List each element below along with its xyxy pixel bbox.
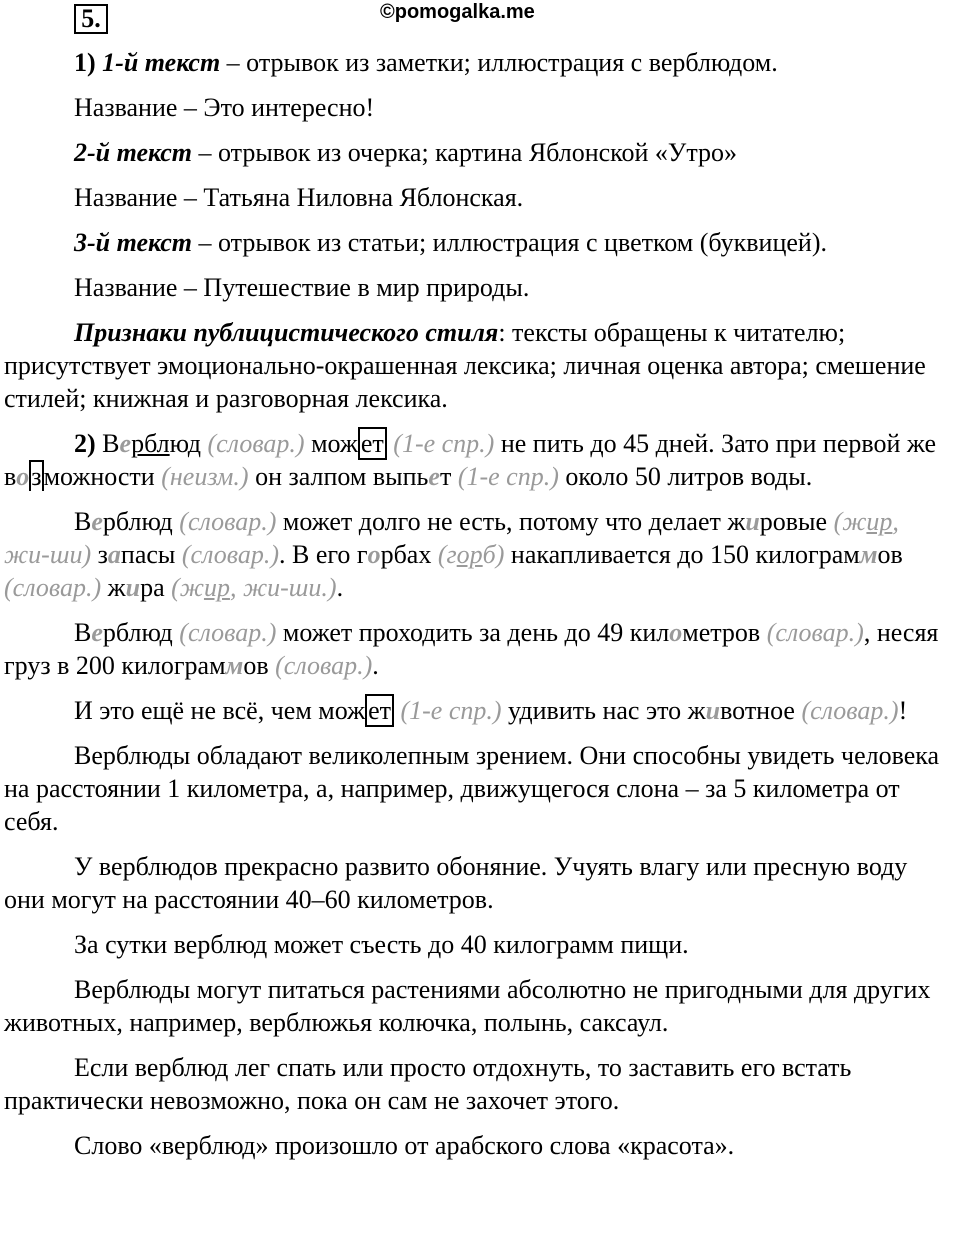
note-part: (ж [833, 507, 867, 536]
text3-description [4, 226, 950, 259]
text-segment: , несяя груз в 200 килограм [4, 618, 939, 680]
word-part: ж [107, 573, 126, 602]
note-part: (ж [171, 573, 204, 602]
note-root: ир [203, 573, 230, 602]
word-part: рблюд [102, 507, 173, 536]
word-part: вотное [720, 696, 795, 725]
style-signs-label: Признаки публицистического стиля [74, 318, 499, 347]
orthogram-letter: и [705, 696, 721, 725]
style-signs-paragraph [4, 316, 950, 415]
grammar-note: (словар.) [275, 651, 373, 680]
text-segment: накапливается до 150 килограм [510, 540, 860, 569]
grammar-note: (1-е спр.) [393, 429, 495, 458]
text-segment: может долго не есть, потому что делает ж [282, 507, 746, 536]
text-segment: ! [898, 696, 908, 725]
camel-paragraph-9: Если верблюд лег спать или просто отдохнуть, то заставить его встать практически невозможно, пока он сам не захочет этого. [4, 1053, 852, 1115]
text3-desc: – отрывок из статьи; иллюстрация с цветком (буквицей). [192, 228, 827, 257]
word-part: ов [877, 540, 903, 569]
grammar-note: (словар.) [207, 429, 305, 458]
word-part: рблюд [102, 618, 173, 647]
text-segment: он залпом выпь [255, 462, 429, 491]
ending-box: ет [365, 694, 394, 727]
orthogram-letter: о [367, 540, 381, 569]
orthogram-letter: о [16, 462, 30, 491]
orthogram-letter: е [91, 507, 103, 536]
text2-name: 2-й текст [74, 138, 192, 167]
word-part: ра [140, 573, 165, 602]
text-segment: около 50 литров воды. [565, 462, 813, 491]
text-segment: может проходить за день до 49 кил [282, 618, 670, 647]
word-part: т [439, 462, 452, 491]
orthogram-letter: м [859, 540, 878, 569]
word-part: мож [311, 429, 358, 458]
orthogram-letter: а [107, 540, 121, 569]
word-root: рбл [131, 429, 170, 458]
note-root: ор [456, 540, 483, 569]
prefix-mark: з [31, 462, 42, 491]
orthogram-letter: о [669, 618, 683, 647]
word-part: В [74, 507, 92, 536]
camel-paragraph-8: Верблюды могут питаться растениями абсолютно не пригодными для других животных, например, верблюжья колючка, полынь, саксаул. [4, 975, 931, 1037]
word-part: ов [243, 651, 269, 680]
watermark: ©pomogalka.me [380, 1, 535, 23]
text2-desc: – отрывок из очерка; картина Яблонской «Утро» [192, 138, 737, 167]
grammar-note [438, 540, 505, 569]
word-part: рбах [380, 540, 432, 569]
camel-paragraph-10: Слово «верблюд» произошло от арабского слова «красота». [74, 1131, 735, 1160]
note-part: (г [437, 540, 457, 569]
grammar-note: (1-е спр.) [457, 462, 559, 491]
camel-paragraph-7: За сутки верблюд может съесть до 40 килограмм пищи. [74, 930, 689, 959]
text-segment: . В его г [279, 540, 368, 569]
word-part: метров [682, 618, 761, 647]
text-segment: не пить до 45 дней. Зато при первой же в [4, 429, 937, 491]
camel-paragraph-6: У верблюдов прекрасно развито обоняние. Учуять влагу или пресную воду они могут на расстоянии 40–60 километров. [4, 852, 908, 914]
text-segment: . [372, 651, 379, 680]
document-body [4, 46, 950, 1162]
text3-name: 3-й текст [74, 228, 192, 257]
text3-title: Название – Путешествие в мир природы. [74, 273, 530, 302]
text1-title: Название – Это интересно! [74, 93, 375, 122]
word-part: можности [43, 462, 155, 491]
word-part: пасы [120, 540, 176, 569]
text-segment: И это ещё не всё, чем мож [74, 696, 366, 725]
note-part: , жи-ши.) [229, 573, 337, 602]
part2-label: 2) [74, 429, 96, 458]
text1-desc: – отрывок из заметки; иллюстрация с верблюдом. [220, 48, 778, 77]
orthogram-letter: и [745, 507, 760, 536]
text-segment: удивить нас это ж [508, 696, 706, 725]
word-part: юд [169, 429, 201, 458]
orthogram-letter: е [91, 618, 103, 647]
ending-box: ет [358, 427, 387, 460]
text1-name: 1-й текст [102, 48, 221, 77]
grammar-note: (словар.) [4, 573, 102, 602]
orthogram-letter: е [119, 429, 132, 458]
text-segment: . [336, 573, 344, 602]
orthogram-letter: е [428, 462, 440, 491]
part1-label: 1) [74, 48, 96, 77]
orthogram-letter: и [125, 573, 141, 602]
orthogram-letter: м [225, 651, 244, 680]
grammar-note: (словар.) [766, 618, 864, 647]
word-part: В [74, 618, 92, 647]
word-part: ровые [759, 507, 828, 536]
grammar-note: (словар.) [179, 618, 277, 647]
word-part: з [97, 540, 108, 569]
word-part: В [102, 429, 120, 458]
text1-description [4, 46, 950, 79]
camel-paragraph-3 [4, 616, 950, 682]
note-part: , жи-ши) [4, 507, 899, 569]
grammar-note [171, 573, 336, 602]
text2-title: Название – Татьяна Ниловна Яблонская. [74, 183, 524, 212]
camel-paragraph-1 [4, 427, 950, 493]
grammar-note: (словар.) [181, 540, 280, 569]
camel-paragraph-2 [4, 505, 950, 604]
grammar-note: (словар.) [179, 507, 277, 536]
grammar-note: (неизм.) [161, 462, 249, 491]
style-signs-text: : тексты обращены к читателю; присутствует эмоционально-окрашенная лексика; личная оценка автора; смешение стилей; книжная и разговорная лексика. [4, 318, 926, 413]
task-number: 5. [74, 4, 108, 34]
grammar-note: (1-е спр.) [400, 696, 502, 725]
note-part: б) [482, 540, 505, 569]
grammar-note: (словар.) [801, 696, 899, 725]
camel-paragraph-4 [4, 694, 950, 727]
note-root: ир [866, 507, 893, 536]
text2-description [4, 136, 950, 169]
camel-paragraph-5: Верблюды обладают великолепным зрением. Они способны увидеть человека на расстоянии 1 километра, а, например, движущегося слона – за 5 километра от себя. [4, 741, 940, 836]
